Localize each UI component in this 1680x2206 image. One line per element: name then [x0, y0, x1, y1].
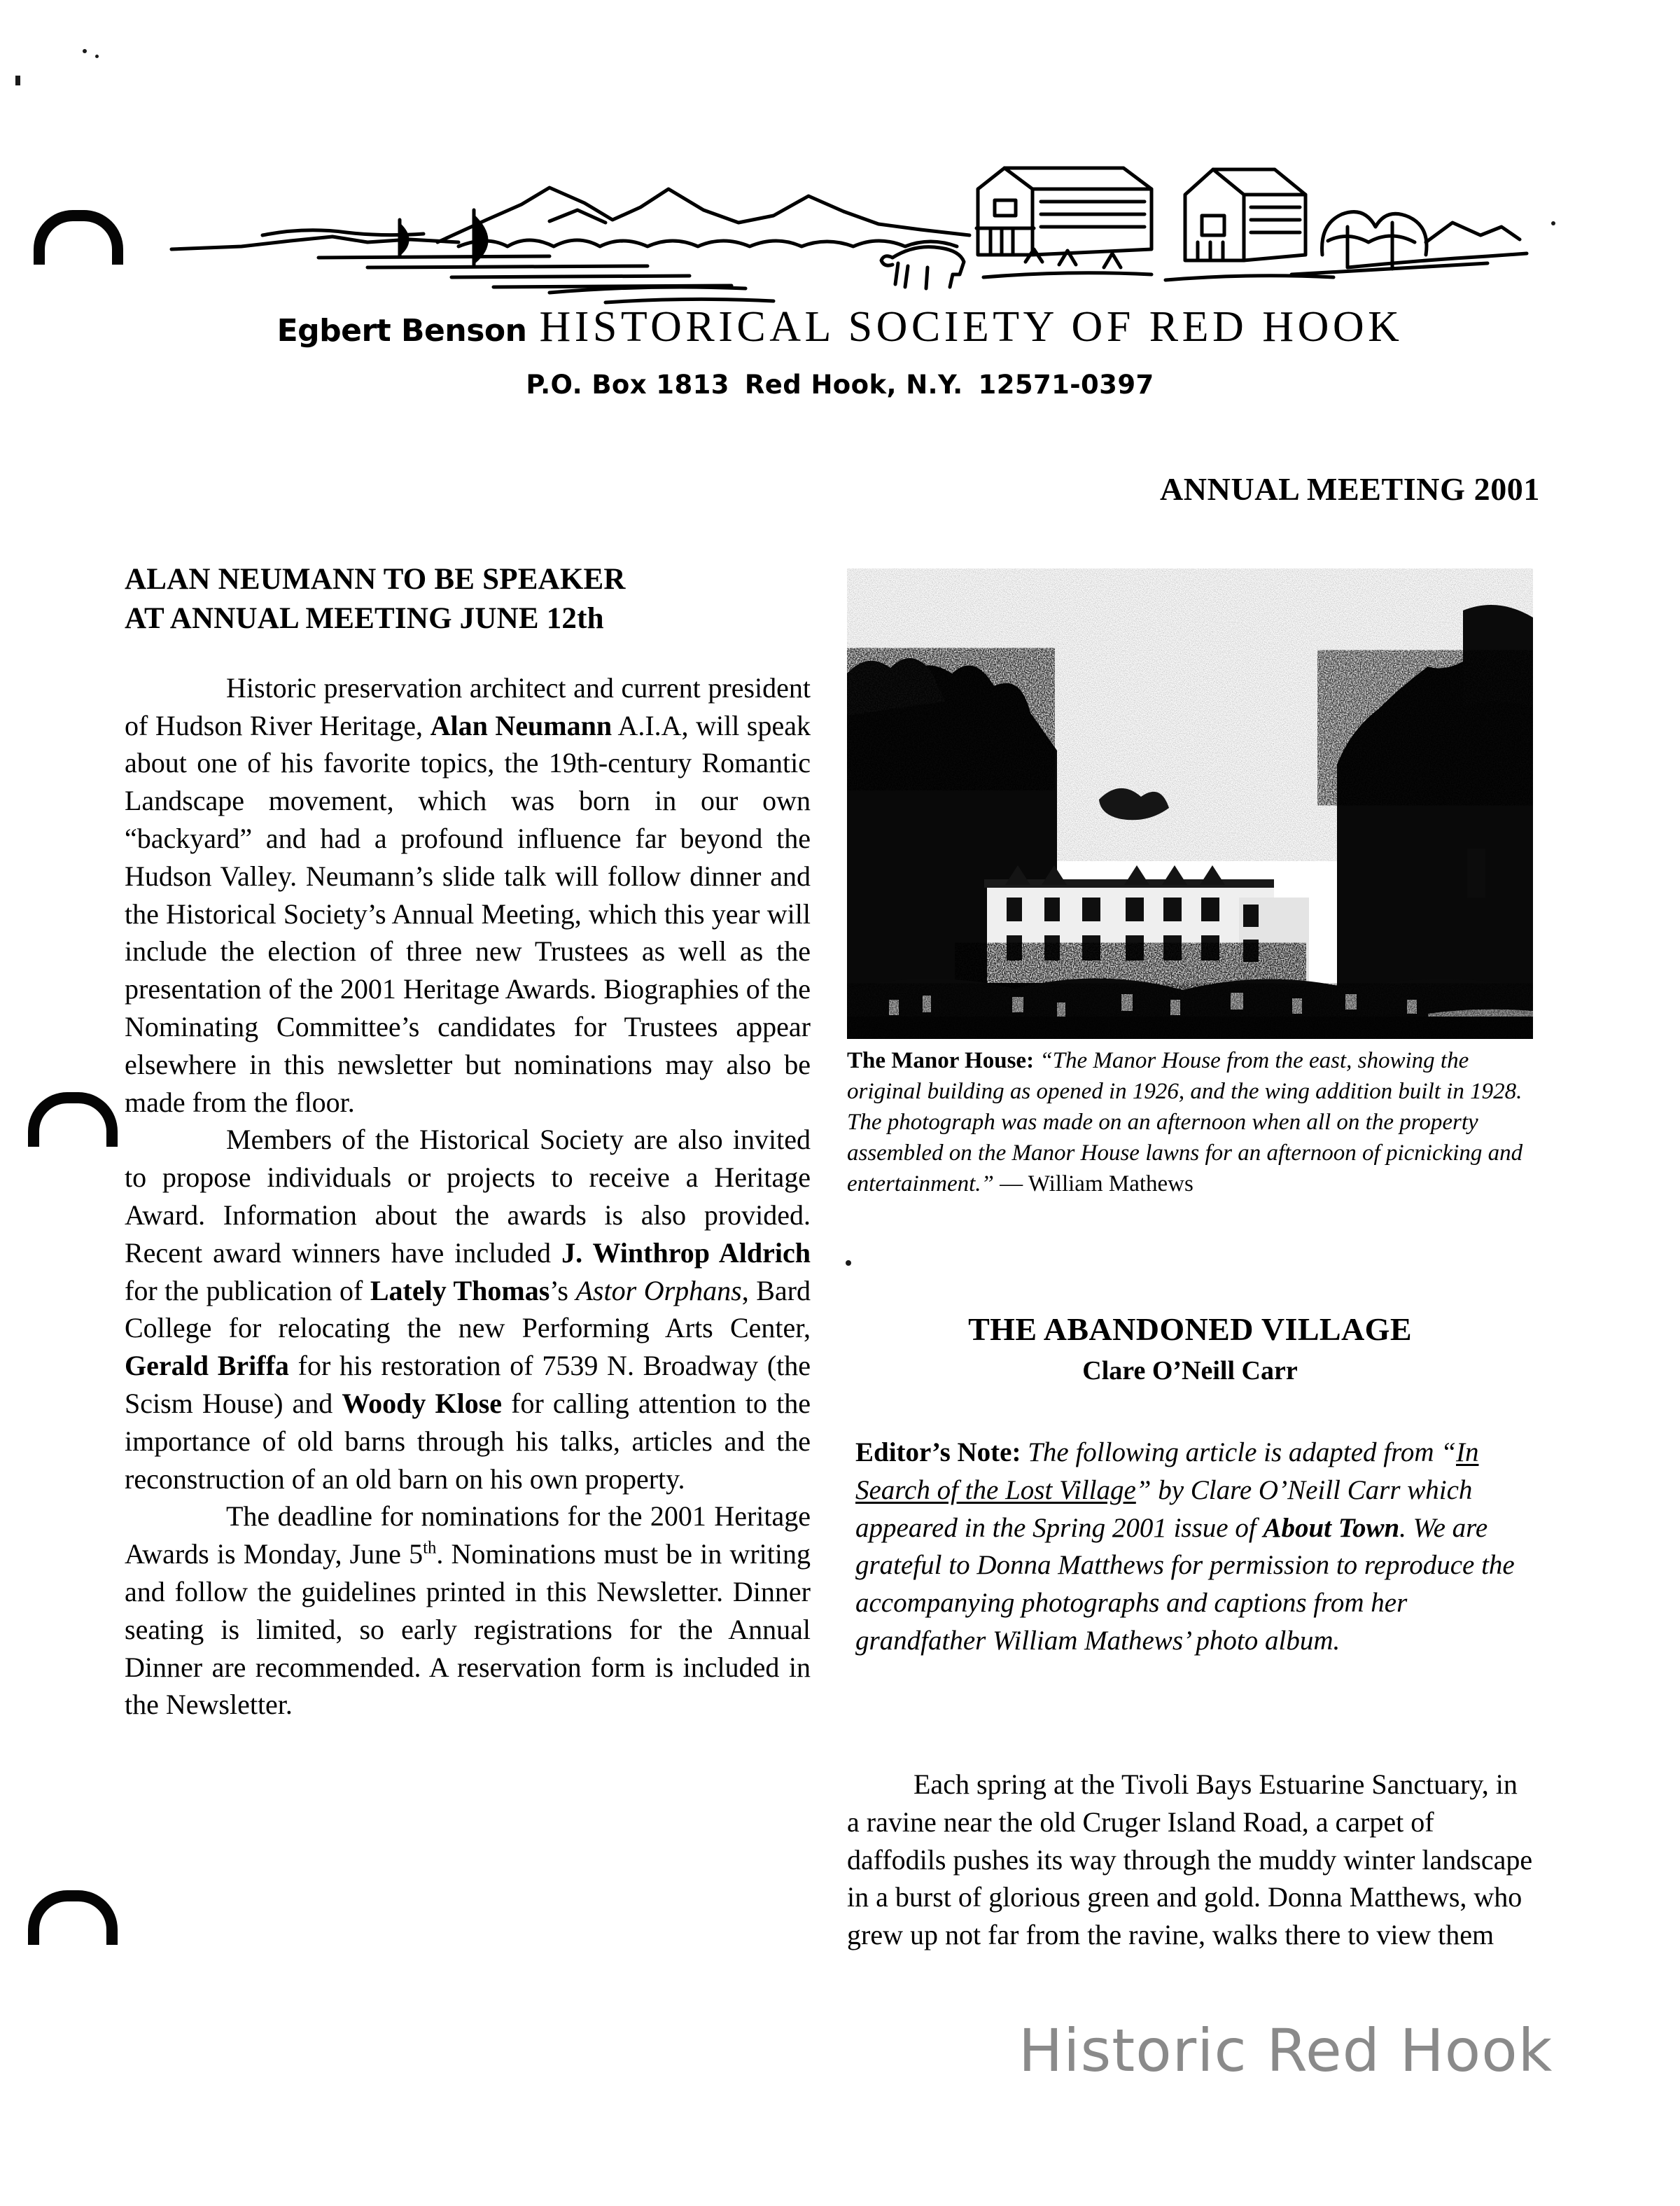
- society-name: HISTORICAL SOCIETY OF RED HOOK: [539, 303, 1404, 351]
- p1-text-a: Historic preservation architect and current president of Hudson River Heritage,: [125, 671, 811, 741]
- hole-punch-mark: [28, 1092, 118, 1147]
- p3-text-a: The deadline for nominations for the 2001 Heritage Awards is Monday, June 5: [125, 1500, 811, 1570]
- society-name-line: [0, 302, 1680, 352]
- p2-text-f: for calling attention to the importance of old barns through his talks, articles and the reconstruction of an old barn on his own property.: [125, 1387, 811, 1495]
- article-headline: [125, 560, 811, 638]
- award-winner-aldrich: J. Winthrop Aldrich: [561, 1236, 811, 1269]
- society-prefix: Egbert Benson: [276, 313, 527, 349]
- p1-text-b: A.I.A, will speak about one of his favorite topics, the 19th-century Romantic Landscape movement, which was born in our own “backyard” and had a profound influence far beyond the Hudson Valley. Neumann’s slide talk will follow dinner and the Historical Society’s Annual Meeting, which this year will include the election of three new Trustees as well as the presentation of the 2001 Heritage Awards. Biographies of the Nominating Committee’s candidates for Trustees appear elsewhere in this newsletter but nominations may also be made from the floor.: [125, 709, 811, 1118]
- editors-note-label: Editor’s Note:: [855, 1437, 1021, 1467]
- article1-paragraph-1: [125, 669, 811, 1122]
- award-winner-klose: Woody Klose: [342, 1387, 503, 1419]
- p2-text-e: for his restoration of 7539 N. Broadway (the Scism House) and: [125, 1350, 811, 1419]
- scan-speck: [83, 49, 87, 53]
- hole-punch-mark: [34, 210, 123, 265]
- p2-text-d: , Bard College for relocating the new Performing Arts Center,: [125, 1274, 811, 1344]
- editors-note: [855, 1434, 1532, 1660]
- publication-about-town: About Town: [1263, 1512, 1400, 1543]
- po-box: P.O. Box 1813: [526, 370, 729, 400]
- en-text-b: ” by Clare O’Neill Carr which appeared in the Spring 2001 issue of: [855, 1474, 1473, 1543]
- caption-lead: The Manor House:: [847, 1048, 1040, 1073]
- left-column: [125, 560, 811, 1724]
- photo-caption: [847, 1046, 1530, 1199]
- city-state: Red Hook, N.Y.: [744, 370, 963, 400]
- headline-line-2: AT ANNUAL MEETING JUNE 12th: [125, 601, 604, 635]
- article2-author: Clare O’Neill Carr: [1082, 1356, 1298, 1385]
- caption-credit: — William Mathews: [993, 1171, 1194, 1196]
- article1-paragraph-2: [125, 1121, 811, 1498]
- caption-quote: “The Manor House from the east, showing the original building as opened in 1926, and the wing addition built in 1928. The photograph was made on an afternoon when all on the property assembled on the Manor House lawns for an afternoon of picnicking and entertainment.”: [847, 1048, 1523, 1196]
- manor-house-photograph: [847, 568, 1533, 1039]
- p2-text-b: for the publication of: [125, 1274, 370, 1306]
- scan-speck: [95, 55, 99, 58]
- en-text-c: . We are grateful to Donna Matthews for permission to reproduce the accompanying photographs and captions from her grandfather William Mathews’ photo album.: [855, 1512, 1515, 1656]
- hole-punch-mark: [28, 1890, 118, 1945]
- article2-paragraph-1: Each spring at the Tivoli Bays Estuarine Sanctuary, in a ravine near the old Cruger Island Road, a carpet of daffodils pushes its way through the muddy winter landscape in a burst of glorious green and gold. Donna Matthews, who grew up not far from the ravine, walks there to view them: [847, 1768, 1533, 1951]
- issue-title: ANNUAL MEETING 2001: [1159, 471, 1540, 507]
- book-title-astor-orphans: Astor Orphans: [575, 1274, 742, 1306]
- p2-text-c: ’s: [550, 1274, 576, 1306]
- scan-speck: [15, 76, 20, 85]
- speaker-name: Alan Neumann: [430, 709, 612, 741]
- en-text-a: The following article is adapted from “: [1021, 1437, 1456, 1467]
- headline-line-1: ALAN NEUMANN TO BE SPEAKER: [125, 563, 626, 596]
- p3-text-b: . Nominations must be in writing and follow the guidelines printed in this Newsletter. Dinner seating is limited, so early registrations for the Annual Dinner are recommended. A reservation form is included in the Newsletter.: [125, 1538, 811, 1721]
- author-lately-thomas: Lately Thomas: [370, 1274, 550, 1306]
- article2-title: THE ABANDONED VILLAGE: [968, 1311, 1412, 1347]
- hudson-river-landscape-engraving: [158, 137, 1530, 305]
- zip-code: 12571-0397: [978, 370, 1154, 400]
- watermark: Historic Red Hook: [1018, 2016, 1553, 2085]
- p2-text-a: Members of the Historical Society are also invited to propose individuals or projects to receive a Heritage Award. Information about the awards is also provided. Recent award winners have included: [125, 1124, 811, 1269]
- society-address: [0, 370, 1680, 400]
- scan-speck: [846, 1260, 851, 1266]
- source-article-title: In Search of the Lost Village: [855, 1437, 1479, 1505]
- award-winner-briffa: Gerald Briffa: [125, 1350, 289, 1382]
- article1-paragraph-3: [125, 1498, 811, 1724]
- ordinal-suffix: th: [423, 1538, 437, 1558]
- scan-speck: [1551, 221, 1555, 225]
